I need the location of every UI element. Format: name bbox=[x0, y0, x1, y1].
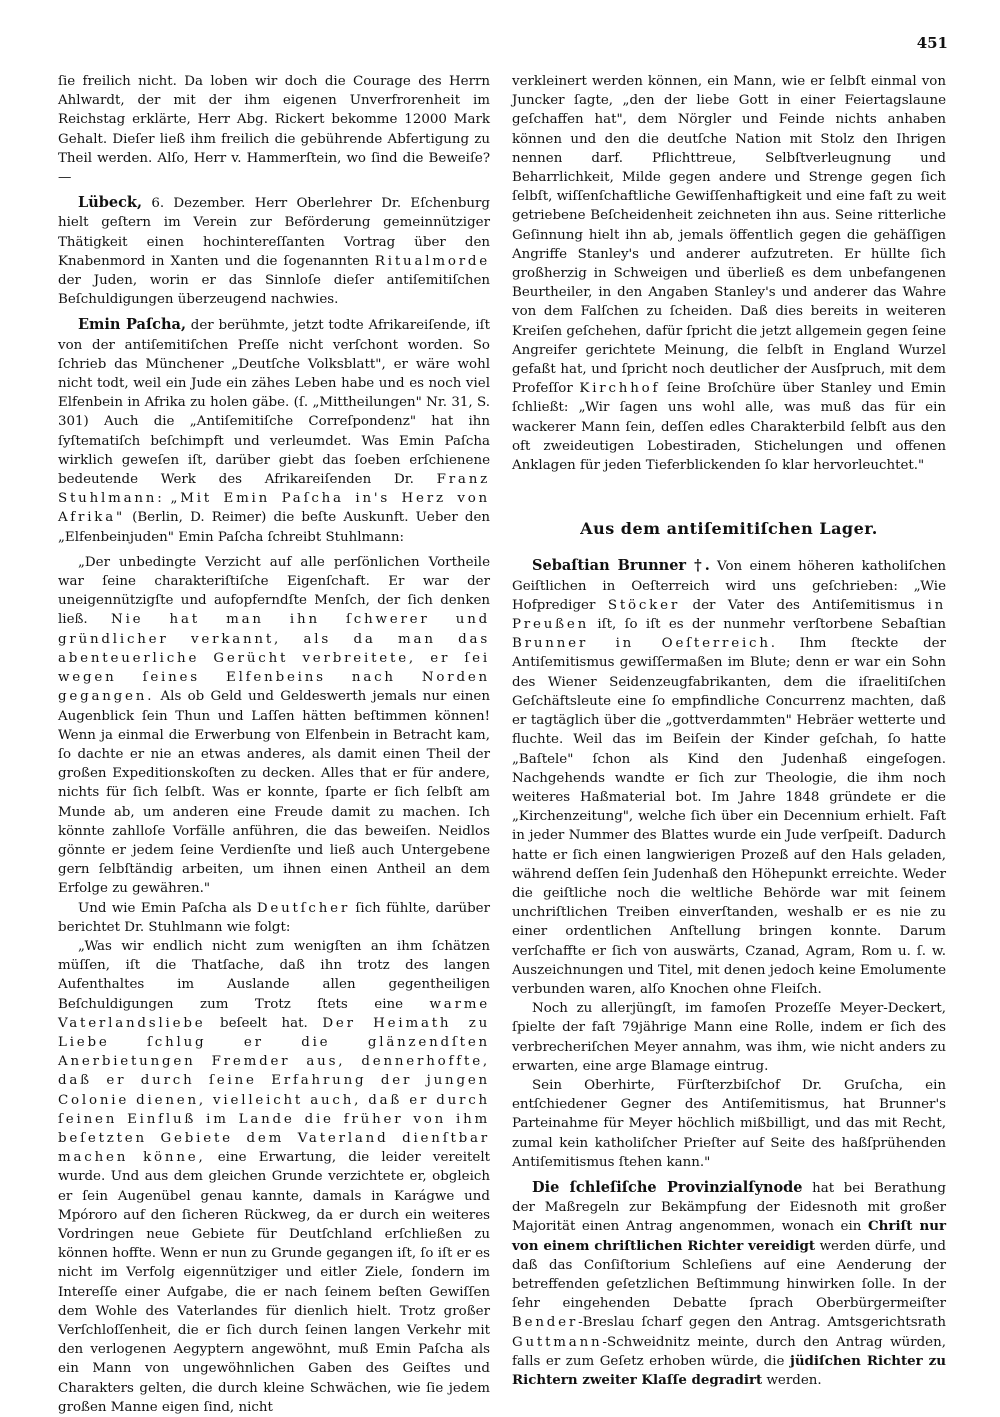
text-run: werden. bbox=[762, 1373, 822, 1388]
paragraph-oberhirte: Sein Oberhirte, Fürſterzbiſchof Dr. Gruſcha, ein entſchiedener Gegner des Antiſemitismus, hat Brunner's Parteinahme für Meyer höchlich mißbilligt, und das mit Recht, zumal kein katholiſcher Prieſter auf Seite des haßſprühenden Antiſemitismus ſtehen kann." bbox=[512, 1077, 946, 1170]
spaced-term: Deutſcher bbox=[256, 900, 351, 916]
text-run: (Berlin, D. Reimer) die beſte Auskunft. Ueber den „Elfenbeinjuden" Emin Paſcha ſchreibt Stuhlmann: bbox=[58, 510, 490, 545]
text-run: 6. Dezember. Herr Oberlehrer Dr. Eſchenburg hielt geſtern im Verein zur Beförderung gemeinnütziger Thätigkeit einen hochintereſſanten Vortrag über den Knabenmord in Xanten und die ſogenannten bbox=[58, 196, 490, 269]
text-run: eine Erwartung, die leider vereitelt wurde. Und aus dem gleichen Grunde verzichtete er, obgleich er ſein Augenübel genau kannte, damals in Karágwe und Mpóroro auf den ſicheren Rückweg, da er durch ein weiteres Vordringen neue Gebiete für Deutſchland erſchließen zu können hoffte. Wenn er nun zu Grunde gegangen iſt, ſo iſt er es nicht im Verfolg eigennütziger und eitler Ziele, ſondern im Intereſſe einer Aufgabe, die er nach ſeinem beſten Gewiſſen dem Wohle des Vaterlandes für dienlich hielt. Trotz großer Verſchloſſenheit, die er ſich durch ſeinen langen Verkehr mit den verlogenen Aegyptern angewöhnt, muß Emin Paſcha als ein Mann von ungewöhnlichen Gaben des Geiſtes und Charakters gelten, die durch kleine Schwächen, wie ſie jedem großen Manne eigen ſind, nicht bbox=[58, 1150, 490, 1415]
lead-provinzialsynode: Die ſchleſiſche Provinzialſynode bbox=[532, 1178, 803, 1196]
paragraph-emin-pascha bbox=[58, 315, 490, 546]
bold-phrase: jüdiſchen Richter zu Richtern zweiter Klaſſe degradirt bbox=[512, 1352, 947, 1388]
text-run: . Ihm ſteckte der Antiſemitismus gewiſſermaßen im Blute; denn er war ein Sohn des Wiener Seidenzeugfabrikanten, dem die iſraelitiſchen Geſchäftsleute eine ſo empfindliche Concurrenz machten, daß er tagtäglich über die „gottverdammten" Hebräer wetterte und fluchte. Weil das im Beiſein der Kinder geſchah, ſo hatte „Baſtele" ſchon als Kind den Judenhaß eingeſogen. Nachgehends wandte er ſich zur Theologie, die ihm noch weiteres Haßmaterial bot. Im Jahre 1848 gründete er die „Kirchenzeitung", welche ſich über ein Decennium erhielt. Faſt in jeder Nummer des Blattes wurde ein Jude verſpeiſt. Dadurch hatte er ſich einen langwierigen Prozeß auf den Hals geladen, während deſſen ſein Judenhaß den Höhepunkt erreichte. Weder die geiſtliche noch die weltliche Behörde war mit ſeinem unchriſtlichen Treiben einverſtanden, weshalb er es nie zu einer ordentlichen Anſtellung bringen konnte. Darum verſchaffte er ſich von auswärts, Czanad, Agram, Rom u. ſ. w. Auszeichnungen und Titel, mit denen jedoch keine Emolumente verbunden waren, alſo Knochen ohne Fleiſch. bbox=[512, 636, 946, 997]
spaced-name: Stöcker bbox=[607, 597, 681, 613]
text-run: ſich fühlte, darüber berichtet Dr. Stuhlmann wie folgt: bbox=[58, 900, 490, 935]
text-run: „Der unbedingte Verzicht auf alle perſönlichen Vortheile war ſeine charakteriſtiſche Eigenſchaft. Er war der uneigennützigſte und aufopferndſte Menſch, der ſich denken ließ. bbox=[58, 554, 490, 628]
paragraph-provinzialsynode bbox=[512, 1178, 946, 1390]
bold-phrase: Chriſt nur von einem chriſtlichen Richter vereidigt bbox=[512, 1218, 947, 1254]
text-run: „Was wir endlich nicht zum wenigſten an ihm ſchätzen müſſen, iſt die Thatſache, daß ihn trotz des langen Aufenthaltes im Auslande allen gegentheiligen Beſchuldigungen zum Trotz ſtets eine bbox=[58, 938, 490, 1012]
text-run: Als ob Geld und Geldeswerth jemals nur einen Augenblick ſein Thun und Laſſen hätten beſtimmen können! Wenn ja einmal die Erwerbung von Elfenbein in Betracht kam, ſo dachte er nie an etwas anderes, als damit einen Theil der großen Expeditionskoſten zu decken. Alles that er für andere, nichts für ſich ſelbſt. Was er konnte, ſparte er ſich ſelbſt am Munde ab, um anderen eine Freude damit zu machen. Ich könnte zahlloſe Vorfälle anführen, die das beweiſen. Neidlos gönnte er jedem ſeine Verdienſte und ließ auch Untergebene gern ſelbſtändig arbeiten, um ihnen einen Antheil an dem Erfolge zu gewähren." bbox=[58, 689, 490, 897]
spaced-passage: Der Heimath zu Liebe ſchlug er die glänzendſten Anerbietungen Fremder aus, dennerhoffte, daß er durch ſeine Erfahrung der jungen Colonie dienen, vielleicht auch, daß er durch ſeinen Einfluß im Lande die früher von ihm beſetzten Gebiete dem Vaterland dienſtbar machen könne, bbox=[58, 1015, 490, 1166]
page-number: 451 bbox=[916, 34, 948, 52]
text-run: hat bei Berathung der Maßregeln zur Bekämpfung der Eidesnoth mit großer Majorität einen Antrag angenommen, wonach ein bbox=[512, 1180, 947, 1235]
text-run: Von einem höheren katholiſchen Geiſtlichen in Oeſterreich wird uns geſchrieben: „Wie Hofprediger bbox=[512, 559, 946, 613]
text-run: ſeine Broſchüre über Stanley und Emin ſchließt: „Wir ſagen uns wohl alle, was muß das für ein wackerer Mann ſein, deſſen edles Charakterbild ſelbſt aus den oft zweideutigen Lobestiraden, Stichelungen und offenen Anklagen für jeden Tieferblickenden ſo klar hervorleuchtet." bbox=[512, 381, 946, 474]
text-run: der Vater des Antiſemitismus bbox=[680, 597, 928, 613]
lead-brunner: Sebaſtian Brunner †. bbox=[532, 557, 710, 575]
text-run: verkleinert werden können, ein Mann, wie er ſelbſt einmal von Juncker ſagte, „den der liebe Gott in einer Feiertagslaune geſchaffen hat", dem Nörgler und Feinde nichts anhaben können und den die deutſche Nation mit Stolz den Ihrigen nennen darf. Pflichttreue, Selbſtverleugnung und Beharrlichkeit, Milde gegen andere und Strenge gegen ſich ſelbſt, wiſſenſchaftliche Gewiſſenhaftigkeit und eine faſt zu weit getriebene Beſcheidenheit zeichneten ihn aus. Seine ritterliche Geſinnung hielt ihn ab, jemals öffentlich gegen die gehäſſigen Angriffe Stanley's und anderer aufzutreten. Er hüllte ſich großherzig in Schweigen und überließ es dem unbefangenen Beurtheiler, in den Angaben Stanley's und anderer das Wahre von dem Falſchen zu ſcheiden. Daß dies bereits in weiteren Kreiſen geſchehen, dafür ſpricht die jetzt allgemein gegen ſeine Angreifer gerichtete Meinung, die ſelbſt in England Wurzel gefaßt hat, und ſpricht noch deutlicher der Ausſpruch, mit dem Profeſſor bbox=[512, 74, 946, 397]
text-run: : bbox=[157, 491, 171, 507]
section-heading: Aus dem antiſemitiſchen Lager. bbox=[580, 519, 878, 539]
text-run: beſeelt hat. bbox=[205, 1015, 323, 1031]
spaced-term: Ritualmorde bbox=[374, 253, 490, 269]
text-run: -Schweidnitz meinte, durch den Antrag würden, falls er zum Geſetz erhoben würde, die bbox=[512, 1334, 946, 1369]
quote-stuhlmann-2 bbox=[58, 937, 490, 1417]
spaced-term: warme Vaterlandsliebe bbox=[58, 996, 490, 1031]
spaced-passage: Nie hat man ihn ſchwerer und gründlicher verkannt, als da man das abenteuerliche Gerücht verbreitete, er ſei wegen ſeines Elfenbeins nach Norden gegangen. bbox=[58, 612, 490, 705]
spaced-place: in Preußen bbox=[512, 597, 946, 633]
text-run: Und wie Emin Paſcha als bbox=[78, 900, 257, 916]
spaced-name: Guttmann bbox=[512, 1334, 603, 1350]
text-run: der berühmte, jetzt todte Afrikareiſende, iſt von der antiſemitiſchen Preſſe nicht verſchont worden. So ſchrieb das Münchener „Deutſche Volksblatt", er wäre wohl nicht todt, weil ein Jude ein zähes Leben habe und es noch viel Elfenbein in Afrika zu holen gäbe. (ſ. „Mittheilungen" Nr. 31, S. 301) Auch die „Antiſemitiſche Correſpondenz" hat ihn ſyſtematiſch beſchimpft und verleumdet. Was Emin Paſcha wirklich geweſen iſt, darüber giebt das ſoeben erſchienene bedeutende Werk des Afrikareiſenden Dr. bbox=[58, 318, 490, 488]
text-run: -Breslau ſcharf gegen den Antrag. Amtsgerichtsrath bbox=[578, 1315, 946, 1331]
paragraph-deutscher bbox=[58, 899, 490, 937]
left-column bbox=[58, 72, 490, 1417]
spaced-name: Kirchhof bbox=[579, 381, 661, 397]
paragraph-continuation bbox=[512, 72, 946, 475]
right-column bbox=[512, 72, 946, 1390]
spaced-name: Bender bbox=[512, 1315, 579, 1331]
paragraph-brunner bbox=[512, 556, 946, 999]
text-run: der Juden, worin er das Sinnloſe dieſer antiſemitiſchen Beſchuldigungen überzeugend nachwies. bbox=[58, 273, 490, 308]
lead-emin-pascha: Emin Paſcha, bbox=[78, 316, 186, 334]
spaced-book-title: „Mit Emin Paſcha in's Herz von Afrika" bbox=[58, 491, 490, 526]
spaced-author: Franz Stuhlmann bbox=[58, 472, 490, 507]
text-run: werden dürfe, und daß das Conſiſtorium Schleſiens auf eine Aenderung der betreffenden geſetzlichen Beſtimmung hinwirken ſolle. In der ſehr eingehenden Debatte ſprach Oberbürgermeiſter bbox=[512, 1238, 947, 1312]
text-run: iſt, ſo iſt es der nunmehr verſtorbene Sebaſtian bbox=[589, 617, 946, 633]
quote-stuhlmann-1 bbox=[58, 553, 490, 899]
paragraph-ahlwardt: ſie freilich nicht. Da loben wir doch die Courage des Herrn Ahlwardt, der mit der ihm eigenen Unverfrorenheit im Reichstag erklärte, Herr Abg. Rickert bekomme 12000 Mark Gehalt. Dieſer ließ ihm freilich die gebührende Abfertigung zu Theil werden. Alſo, Herr v. Hammerſtein, wo ſind die Beweiſe? — bbox=[58, 74, 490, 186]
paragraph-luebeck bbox=[58, 193, 490, 309]
spaced-name: Brunner in Oeſterreich bbox=[512, 636, 771, 652]
paragraph-meyer-deckert: Noch zu allerjüngſt, im famoſen Prozeſſe Meyer-Deckert, ſpielte der faſt 79jährige Mann eine Rolle, indem er ſich des verbrecheriſchen Meyer annahm, was ihm, wie nicht anders zu erwarten, eine arge Blamage eintrug. bbox=[512, 1001, 946, 1074]
dateline-luebeck: Lübeck, bbox=[78, 194, 143, 212]
